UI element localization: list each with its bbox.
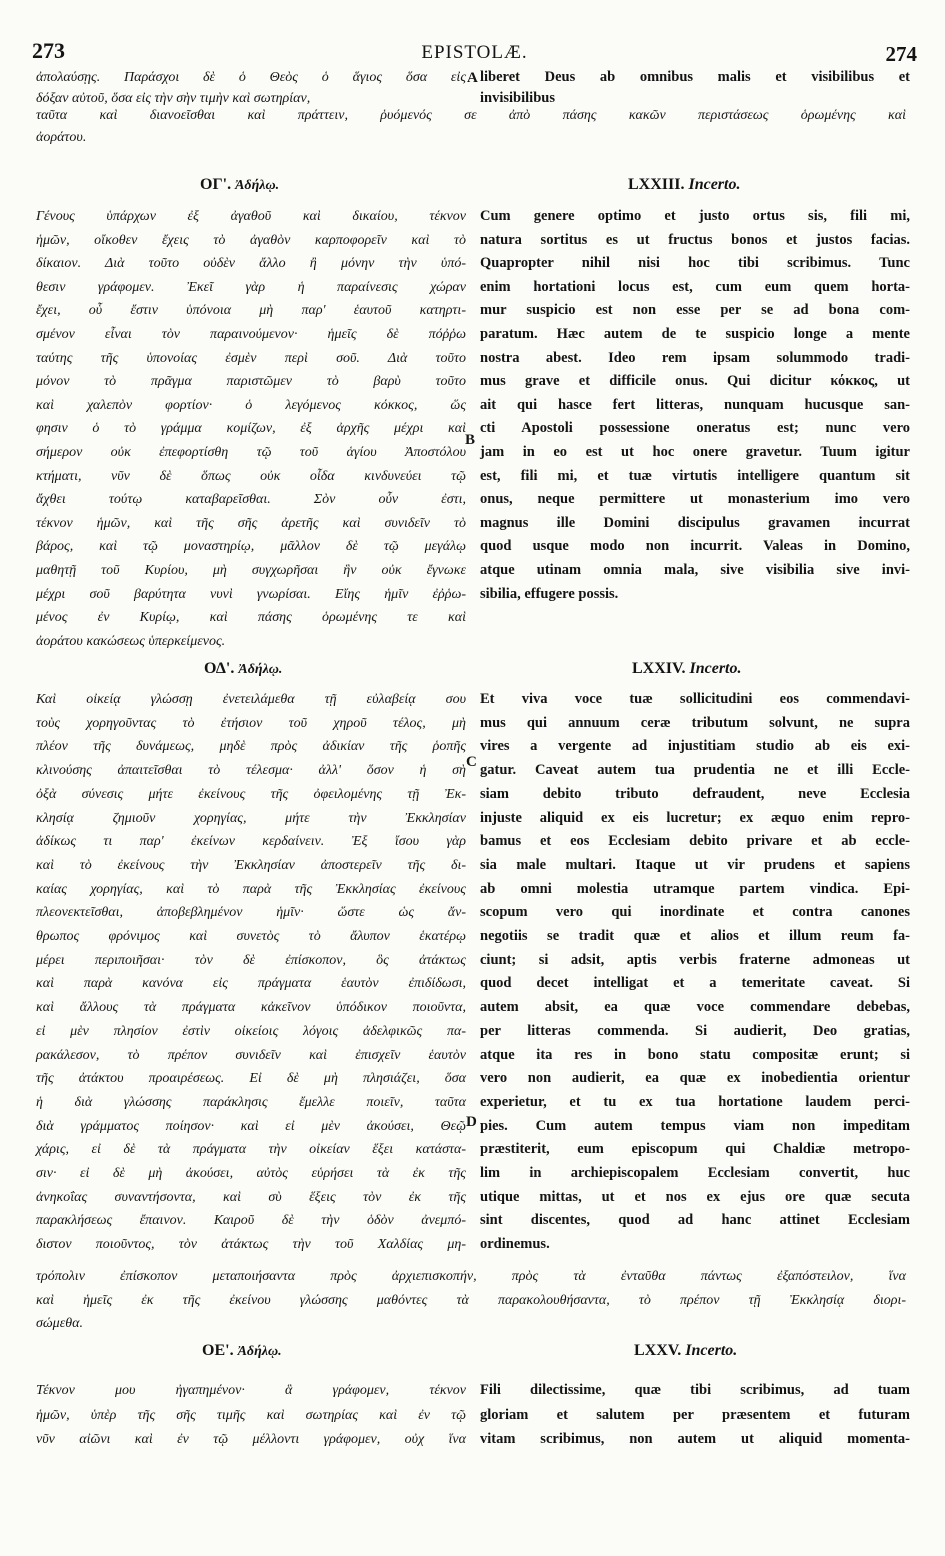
latin-heading-75 xyxy=(634,1342,737,1360)
ep75-latin-line: gloriam et salutem per præsentem et futuram xyxy=(480,1406,910,1423)
ep74-full-line: τρόπολιν ἐπίσκοπον μεταποιήσαντα πρὸς ἀρχιεπισκοπήν, πρὸς τὰ ἐνταῦθα πάντως ἐξαπόστειλον, ἵνα xyxy=(36,1269,906,1284)
ep74-greek-line: πλεονεκτεῖσθαι, ἀποβεβλημένον ἡμῖν· ὥστε ὡς ἄν- xyxy=(36,905,466,921)
ep74-greek-line: θρωπος φρόνιμος καὶ συνετὸς τὸ ἄλυπον ἑκατέρῳ xyxy=(36,929,466,944)
latin-heading-73-sub: Incerto. xyxy=(688,176,741,193)
ep73-latin-line: onus, neque permittere ut monasterium imo vero xyxy=(480,491,910,508)
ep74-greek-line: διστον ποιοῦντος, τὸν ἀτάκτως τὴν τοῦ Χαλδίας μη- xyxy=(36,1237,466,1253)
latin-heading-75-sub: Incerto. xyxy=(685,1342,738,1359)
ep74-full-line: καὶ ἡμεῖς ἐκ τῆς ἐκείνου γλώσσης μαθόντες τὰ παρακολουθήσαντα, τὸ πρέπον τῇ Ἐκκλησίᾳ διορι- xyxy=(36,1292,906,1308)
top-greek-line: ἀπολαύσῃς. Παράσχοι δὲ ὁ Θεὸς ὁ ἅγιος ὅσα εἰς xyxy=(36,70,466,85)
ep73-greek-line: σμένον εἶναι τὸν παραινούμενον· ἡμεῖς δὲ πόῤῥω xyxy=(36,327,466,342)
greek-heading-73 xyxy=(200,176,279,194)
ep74-greek-line: σιν· εἰ δὲ μὴ ἀκούσει, αὐτὸς εὑρήσει τὰ ἐκ τῆς xyxy=(36,1166,466,1181)
latin-heading-73 xyxy=(628,176,740,194)
ep74-latin-line: quod decet intelligat et a temeritate caveat. Si xyxy=(480,975,910,992)
top-latin-line: invisibilibus xyxy=(480,89,555,106)
ep74-latin-line: mus qui annuum ceræ tributum solvunt, ne supra xyxy=(480,714,910,731)
ep73-greek-line: φησιν ὁ τὸ γράμμα κομίζων, ἐξ ἀρχῆς μέχρι καὶ xyxy=(36,421,466,437)
ep73-latin-line: Quapropter nihil nisi hoc tibi scribimus. Tunc xyxy=(480,255,910,272)
latin-heading-74-number: LXXIV. xyxy=(632,660,686,677)
ep73-greek-line: καὶ χαλεπὸν φορτίον· ὁ λεγόμενος κόκκος, ὥς xyxy=(36,397,466,413)
ep73-latin-line: atque utinam omnia mala, sive visibilia sive invi- xyxy=(480,562,910,578)
ep75-greek-line: Τέκνον μου ἠγαπημένον· ἃ γράφομεν, τέκνον xyxy=(36,1383,466,1398)
ep73-greek-line: σήμερον οὐκ ἐπεφορτίσθη τῷ τοῦ ἁγίου Ἀποστόλου xyxy=(36,445,466,460)
ep74-latin-line: utique mittas, ut et nos ex ejus ore quæ secuta xyxy=(480,1188,910,1205)
margin-marker-a: A xyxy=(467,70,478,86)
ep74-latin-line: injuste aliquid ex eis lucretur; ex æquo enim repro- xyxy=(480,809,910,826)
ep73-greek-line: βάρος, καὶ τῷ μοναστηρίῳ, μᾶλλον δὲ τῷ μεγάλῳ xyxy=(36,539,466,555)
ep74-latin-line: negotiis se tradit quæ et alios et illum reum fa- xyxy=(480,928,910,944)
ep73-greek-line: μόνον τὸ πρᾶγμα παριστῶμεν τὸ βαρὺ τοῦτο xyxy=(36,374,466,390)
ep74-latin-line: ordinemus. xyxy=(480,1236,550,1253)
ep74-greek-line: καὶ ἄλλους τὰ πράγματα κἀκεῖνον ὑπόδικον ποιοῦντα, xyxy=(36,1000,466,1016)
margin-marker-c: C xyxy=(466,754,477,770)
ep73-latin-line: Cum genere optimo et justo ortus sis, fili mi, xyxy=(480,208,910,224)
ep74-latin-line: pies. Cum autem tempus viam non impeditam xyxy=(480,1117,910,1134)
top-greek-line: δόξαν αὐτοῦ, ὅσα εἰς τὴν σὴν τιμὴν καὶ σωτηρίαν, xyxy=(36,90,311,106)
ep73-latin-line: natura sortitus es ut fructus bonos et justos facias. xyxy=(480,231,910,248)
ep74-latin-line: sint discentes, quod ad hanc attinet Ecclesiam xyxy=(480,1212,910,1229)
ep74-latin-line: lim in archiepiscopalem Ecclesiam convertit, huc xyxy=(480,1165,910,1181)
ep74-greek-line: χάρις, εἰ δὲ τὰ πράγματα τὴν οἰκείαν ἕξει κατάστα- xyxy=(36,1142,466,1158)
running-title: EPISTOLÆ. xyxy=(421,42,528,63)
ep74-greek-line: παρακλήσεως ἔπαινον. Καιροῦ δὲ τὴν ὁδὸν ἀνεμπό- xyxy=(36,1213,466,1229)
ep75-latin-line: vitam scribimus, non autem ut aliquid momenta- xyxy=(480,1431,910,1447)
ep74-greek-line: καὶ τὸ ἐκείνους τὴν Ἐκκλησίαν ἀποστερεῖν τῆς δι- xyxy=(36,857,466,873)
greek-heading-75 xyxy=(202,1342,282,1360)
ep75-greek-line: νῦν αἰῶνι καὶ ἐν τῷ μέλλοντι γράφομεν, οὐχ ἵνα xyxy=(36,1432,466,1447)
ep74-latin-line: experietur, et tu ex tua hortatione laudem perci- xyxy=(480,1093,910,1110)
ep74-greek-line: τοὺς χορηγοῦντας τὸ ἐτήσιον τοῦ χηροῦ τέλος, μὴ xyxy=(36,715,466,731)
ep74-latin-line: bamus et eos Ecclesiam debito privare et ab eccle- xyxy=(480,833,910,850)
ep74-greek-line: εἰ μὲν πλησίον ἐστὶν οἰκείοις λόγοις ἀδελφικῶς πα- xyxy=(36,1023,466,1039)
ep74-latin-line: Et viva voce tuæ sollicitudini eos commendavi- xyxy=(480,691,910,707)
ep73-greek-line: δίκαιον. Διὰ τοῦτο οὐδὲν ἄλλο ἢ μόνην τὴν ὑπό- xyxy=(36,256,466,272)
ep74-greek-line: ρακάλεσον, τὸ πρέπον συνιδεῖν καὶ ἐπισχεῖν ἑαυτὸν xyxy=(36,1047,466,1063)
ep73-greek-line: μέχρι σοῦ βαρύτητα νυνὶ γνωρίσαι. Εἴης ἡμῖν ἐῤῥω- xyxy=(36,586,466,602)
ep74-latin-line: vero non audierit, ea quæ ex inobedientia orientur xyxy=(480,1070,910,1087)
ep73-greek-line: ταύτης τῆς ὑπονοίας ἐσμὲν περὶ σοῦ. Διὰ τοῦτο xyxy=(36,350,466,366)
top-full-line: ἀοράτου. xyxy=(36,130,87,145)
ep74-latin-line: ab omni molestia utramque partem vindica. Epi- xyxy=(480,880,910,897)
ep74-full-line: σώμεθα. xyxy=(36,1316,83,1331)
ep74-latin-line: vires a vergente ad injustitiam studio ab eis exi- xyxy=(480,738,910,755)
greek-heading-75-number: ΟΕ'. xyxy=(202,1342,234,1359)
ep75-greek-line: ἡμῶν, ὑπὲρ τῆς σῆς τιμῆς καὶ σωτηρίας καὶ ἐν τῷ xyxy=(36,1407,466,1423)
ep74-latin-line: scopum vero qui inordinate et contra canones xyxy=(480,904,910,921)
ep73-latin-line: quod usque modo non incurrit. Valeas in Domino, xyxy=(480,538,910,555)
top-full-line: ταῦτα καὶ διανοεῖσθαι καὶ πράττειν, ῥυόμενός σε ἀπὸ πάσης κακῶν περιστάσεως ὁρωμένης καὶ xyxy=(36,108,906,123)
ep75-latin-line: Fili dilectissime, quæ tibi scribimus, ad tuam xyxy=(480,1382,910,1398)
ep73-latin-line: mus grave et difficile onus. Qui dicitur κόκκος, ut xyxy=(480,373,910,390)
greek-heading-74-number: ΟΔ'. xyxy=(204,660,235,677)
ep74-greek-line: Καὶ οἰκείᾳ γλώσσῃ ἐνετειλάμεθα τῇ εὐλαβείᾳ σου xyxy=(36,692,466,707)
ep73-greek-line: μαθητῇ τοῦ Κυρίου, μὴ συγχωρῆσαι ἣν οὐκ ἔγνωκε xyxy=(36,563,466,578)
ep73-greek-line: ἡμῶν, οἴκοθεν ἔχεις τὸ ἀγαθὸν καρποφορεῖν καὶ τὸ xyxy=(36,232,466,248)
ep74-greek-line: ἀδίκως τι παρ' ἐκείνων κερδαίνειν. Ἐξ ἴσου γὰρ xyxy=(36,834,466,850)
ep73-latin-line: nostra abest. Ideo rem ipsam solummodo tradi- xyxy=(480,349,910,366)
ep73-latin-line: enim hortationi locus est, cum eum quem horta- xyxy=(480,278,910,295)
latin-heading-74 xyxy=(632,660,742,678)
ep73-latin-line: paratum. Hæc autem de te suspicio longe a mente xyxy=(480,326,910,342)
ep74-latin-line: præstiterit, eum episcopum qui Chaldiæ metropo- xyxy=(480,1141,910,1158)
page-number-left: 273 xyxy=(32,38,65,63)
greek-heading-75-sub: Ἀδήλῳ. xyxy=(237,1344,282,1359)
ep73-latin-line: cti Apostoli possessione oneratus est; nunc vero xyxy=(480,420,910,437)
ep73-latin-line: sibilia, effugere possis. xyxy=(480,585,619,602)
greek-heading-74 xyxy=(204,660,282,678)
greek-heading-73-sub: Ἀδήλῳ. xyxy=(235,178,280,193)
ep74-greek-line: καὶ παρὰ κανόνα εἰς πράγματα ἑαυτὸν ἐπιδίδωσι, xyxy=(36,976,466,992)
ep74-greek-line: καίας χορηγίας, καὶ τὸ παρὰ τῆς Ἐκκλησίας ἐκείνους xyxy=(36,881,466,897)
latin-heading-74-sub: Incerto. xyxy=(689,660,742,677)
margin-marker-b: B xyxy=(465,432,476,448)
ep73-greek-line: ἀοράτου κακώσεως ὑπερκείμενος. xyxy=(36,633,226,649)
ep74-latin-line: sia male multari. Itaque ut vir prudens et sapiens xyxy=(480,856,910,873)
ep73-latin-line: est, fili mi, et tuæ virtutis intelligere quantum sit xyxy=(480,467,910,484)
ep74-greek-line: τῆς ἀτάκτου προαιρέσεως. Εἰ δὲ μὴ πλησιάζει, ὅσα xyxy=(36,1071,466,1087)
ep73-latin-line: jam in eo est ut hoc onere gravetur. Tuum igitur xyxy=(480,444,910,460)
ep74-greek-line: ἡ διὰ γλώσσης παράκλησις ἔμελλε ποιεῖν, ταῦτα xyxy=(36,1094,466,1110)
ep74-greek-line: κλησίᾳ ζημιοῦν χορηγίας, μήτε τὴν Ἐκκλησίαν xyxy=(36,810,466,826)
latin-heading-75-number: LXXV. xyxy=(634,1342,682,1359)
margin-marker-d: D xyxy=(466,1114,477,1130)
ep73-greek-line: κτήματι, νῦν δὲ ὅπως οὐκ οἶδα κινδυνεύει τῷ xyxy=(36,468,466,484)
ep74-greek-line: κλινούσης ἀπαιτεῖσθαι τὸ τέλεσμα· ἀλλ' ὅσον ἡ σὴ xyxy=(36,763,466,779)
ep74-latin-line: ciunt; si adsit, aptis verbis fraterne admoneas ut xyxy=(480,951,910,968)
ep73-greek-line: ἄχθει τούτῳ καταβαρεῖσθαι. Σὸν οὖν ἐστι, xyxy=(36,492,466,508)
ep73-greek-line: Γένους ὑπάρχων ἐξ ἀγαθοῦ καὶ δικαίου, τέκνον xyxy=(36,209,466,224)
ep73-latin-line: ait qui hasce fert litteras, nunquam hucusque san- xyxy=(480,396,910,413)
ep74-greek-line: μέρει περιποιῆσαι· τὸν δὲ ἐπίσκοπον, ὃς ἀτάκτως xyxy=(36,952,466,968)
ep73-greek-line: τέκνον ἡμῶν, καὶ τῆς σῆς ἀρετῆς καὶ συνιδεῖν τὸ xyxy=(36,515,466,531)
page-number-right: 274 xyxy=(885,42,917,66)
greek-heading-74-sub: Ἀδήλῳ. xyxy=(238,662,283,677)
ep73-greek-line: θεσιν γράφομεν. Ἐκεῖ γὰρ ἡ παραίνεσις χώραν xyxy=(36,279,466,295)
ep74-greek-line: διὰ γράμματος ποίησον· καὶ εἰ μὲν ἀκούσει, Θεῷ xyxy=(36,1118,466,1134)
ep74-greek-line: ὀξὰ σύνεσις μήτε ἐκείνους τῆς ὀφειλομένης τῇ Ἐκ- xyxy=(36,786,466,802)
greek-heading-73-number: ΟΓ'. xyxy=(200,176,232,193)
running-head xyxy=(32,38,917,66)
ep73-greek-line: ἔχει, οὗ ἔστιν ὑπόνοια μὴ παρ' ἑαυτοῦ κατηρτι- xyxy=(36,303,466,319)
ep74-latin-line: gatur. Caveat autem tua prudentia ne et illi Eccle- xyxy=(480,762,910,779)
ep73-latin-line: magnus ille Domini discipulus gravamen incurrat xyxy=(480,514,910,531)
ep74-greek-line: ἀνηκοΐας συναντήσοντα, καὶ σὺ ἕξεις τὸν ἐκ τῆς xyxy=(36,1189,466,1205)
top-latin-line: liberet Deus ab omnibus malis et visibilibus et xyxy=(480,69,910,85)
ep74-latin-line: atque ita res in bono statu compositæ erunt; si xyxy=(480,1046,910,1063)
ep74-latin-line: per litteras commenda. Si audierit, Deo gratias, xyxy=(480,1022,910,1039)
latin-heading-73-number: LXXIII. xyxy=(628,176,685,193)
ep73-latin-line: mur suspicio est non esse per se ad bona com- xyxy=(480,302,910,319)
ep73-greek-line: μένος ἐν Κυρίῳ, καὶ πάσης ὁρωμένης τε καὶ xyxy=(36,610,466,626)
ep74-greek-line: πλέον τῆς δυνάμεως, μηδὲ πρὸς ἀδικίαν τῆς ῥοπῆς xyxy=(36,739,466,755)
ep74-latin-line: autem absit, ea quæ voce commendare debebas, xyxy=(480,999,910,1016)
ep74-latin-line: siam debito tributo defraudent, neve Ecclesia xyxy=(480,785,910,802)
